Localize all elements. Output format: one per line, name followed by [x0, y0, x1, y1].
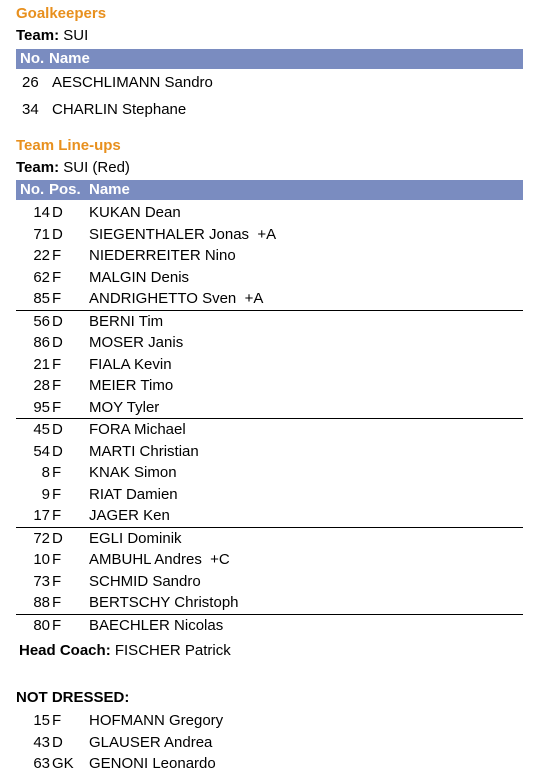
player-row: [16, 484, 523, 506]
player-row: [16, 419, 523, 441]
header-pos: Pos.: [49, 181, 81, 198]
player-position: GK: [52, 755, 74, 772]
player-number: 9: [41, 485, 50, 503]
player-position: D: [52, 442, 63, 460]
player-row: [16, 615, 523, 637]
player-number: 45: [33, 421, 50, 438]
player-number: 86: [33, 334, 50, 351]
line-group: [16, 419, 523, 528]
player-row: [16, 332, 523, 354]
player-row: [16, 375, 523, 397]
line-group: [16, 528, 523, 615]
not-dressed-title: NOT DRESSED:: [16, 689, 130, 706]
player-number: 73: [33, 572, 50, 590]
player-number: 54: [33, 442, 50, 460]
lineups-team-line: [16, 159, 130, 176]
player-position: F: [52, 398, 62, 416]
player-position: F: [52, 551, 62, 568]
player-name: BAECHLER Nicolas: [89, 616, 224, 634]
player-position: F: [52, 712, 62, 729]
player-row: [16, 288, 523, 310]
player-name: BERNI Tim: [89, 312, 164, 330]
player-row: [16, 354, 523, 376]
player-name: AESCHLIMANN Sandro: [52, 74, 213, 91]
player-position: F: [52, 268, 62, 286]
player-number: 71: [33, 225, 50, 243]
team-label: Team:: [16, 27, 60, 44]
player-position: D: [52, 733, 63, 751]
player-name: FIALA Kevin: [89, 355, 172, 373]
player-row: [16, 224, 523, 246]
player-number: 14: [33, 204, 50, 221]
player-position: F: [52, 485, 62, 503]
player-position: D: [52, 334, 63, 351]
player-number: 10: [33, 551, 50, 568]
player-name: EGLI Dominik: [89, 529, 182, 547]
lineups-header: [16, 180, 523, 200]
player-number: 8: [41, 464, 50, 481]
player-number: 21: [33, 355, 50, 373]
player-name: ANDRIGHETTO Sven +A: [89, 290, 264, 307]
player-row: [16, 571, 523, 593]
player-number: 63: [33, 755, 50, 772]
player-position: D: [52, 421, 63, 438]
player-position: D: [52, 529, 63, 547]
player-name: GENONI Leonardo: [89, 755, 216, 772]
player-position: F: [52, 507, 62, 524]
goalkeepers-team-line: [16, 27, 88, 44]
player-row: [16, 549, 523, 571]
line-group: [16, 615, 523, 637]
player-name: HOFMANN Gregory: [89, 712, 224, 729]
player-number: 85: [33, 290, 50, 307]
not-dressed-list: [16, 710, 523, 775]
player-name: MOY Tyler: [89, 398, 160, 416]
player-name: BERTSCHY Christoph: [89, 594, 239, 611]
player-number: 15: [33, 712, 50, 729]
player-position: F: [52, 616, 62, 634]
lineups-title: Team Line-ups: [16, 137, 121, 154]
player-row: [16, 710, 523, 732]
player-row: [16, 505, 523, 527]
header-name: Name: [49, 50, 90, 67]
player-position: D: [52, 225, 63, 243]
player-row: [16, 311, 523, 333]
player-row: [16, 592, 523, 614]
head-coach-label: Head Coach:: [19, 642, 111, 659]
player-name: KUKAN Dean: [89, 204, 181, 221]
player-position: F: [52, 594, 62, 611]
player-name: MALGIN Denis: [89, 268, 190, 286]
player-position: F: [52, 290, 62, 307]
player-number: 72: [33, 529, 50, 547]
player-name: SIEGENTHALER Jonas +A: [89, 225, 277, 243]
player-row: [16, 528, 523, 550]
player-position: F: [52, 247, 62, 264]
player-position: F: [52, 464, 62, 481]
lineups-table: [16, 202, 523, 636]
head-coach: [19, 642, 231, 659]
player-name: FORA Michael: [89, 421, 186, 438]
player-number: 56: [33, 312, 50, 330]
player-position: D: [52, 204, 63, 221]
player-row: [16, 397, 523, 419]
head-coach-name: FISCHER Patrick: [110, 642, 231, 659]
header-no: No.: [20, 50, 45, 67]
goalkeepers-title: Goalkeepers: [16, 5, 107, 22]
player-row: [16, 267, 523, 289]
line-group: [16, 311, 523, 420]
goalkeeper-row: [16, 97, 523, 123]
header-name: Name: [89, 181, 130, 198]
player-name: NIEDERREITER Nino: [89, 247, 236, 264]
player-number: 88: [33, 594, 50, 611]
player-row: [16, 441, 523, 463]
player-number: 26: [22, 74, 39, 91]
player-number: 95: [33, 398, 50, 416]
team-label: Team:: [16, 159, 60, 176]
player-name: MARTI Christian: [89, 442, 199, 460]
player-row: [16, 732, 523, 754]
player-name: GLAUSER Andrea: [89, 733, 213, 751]
player-position: F: [52, 377, 62, 394]
player-name: MEIER Timo: [89, 377, 174, 394]
player-number: 62: [33, 268, 50, 286]
player-number: 17: [33, 507, 50, 524]
player-position: F: [52, 355, 62, 373]
team-value: SUI (Red): [59, 159, 130, 176]
player-number: 34: [22, 101, 39, 118]
team-value: SUI: [59, 27, 89, 44]
player-name: CHARLIN Stephane: [52, 101, 187, 118]
player-number: 28: [33, 377, 50, 394]
player-position: D: [52, 312, 63, 330]
player-name: RIAT Damien: [89, 485, 178, 503]
goalkeepers-header: [16, 49, 523, 69]
player-row: [16, 462, 523, 484]
goalkeeper-row: [16, 70, 523, 96]
player-name: JAGER Ken: [89, 507, 170, 524]
line-group: [16, 202, 523, 311]
player-row: [16, 753, 523, 775]
player-name: MOSER Janis: [89, 334, 184, 351]
header-no: No.: [20, 181, 45, 198]
player-name: SCHMID Sandro: [89, 572, 201, 590]
player-name: AMBUHL Andres +C: [89, 551, 230, 568]
player-number: 80: [33, 616, 50, 634]
player-name: KNAK Simon: [89, 464, 177, 481]
player-row: [16, 245, 523, 267]
player-row: [16, 202, 523, 224]
player-number: 22: [33, 247, 50, 264]
player-number: 43: [33, 733, 50, 751]
player-position: F: [52, 572, 62, 590]
